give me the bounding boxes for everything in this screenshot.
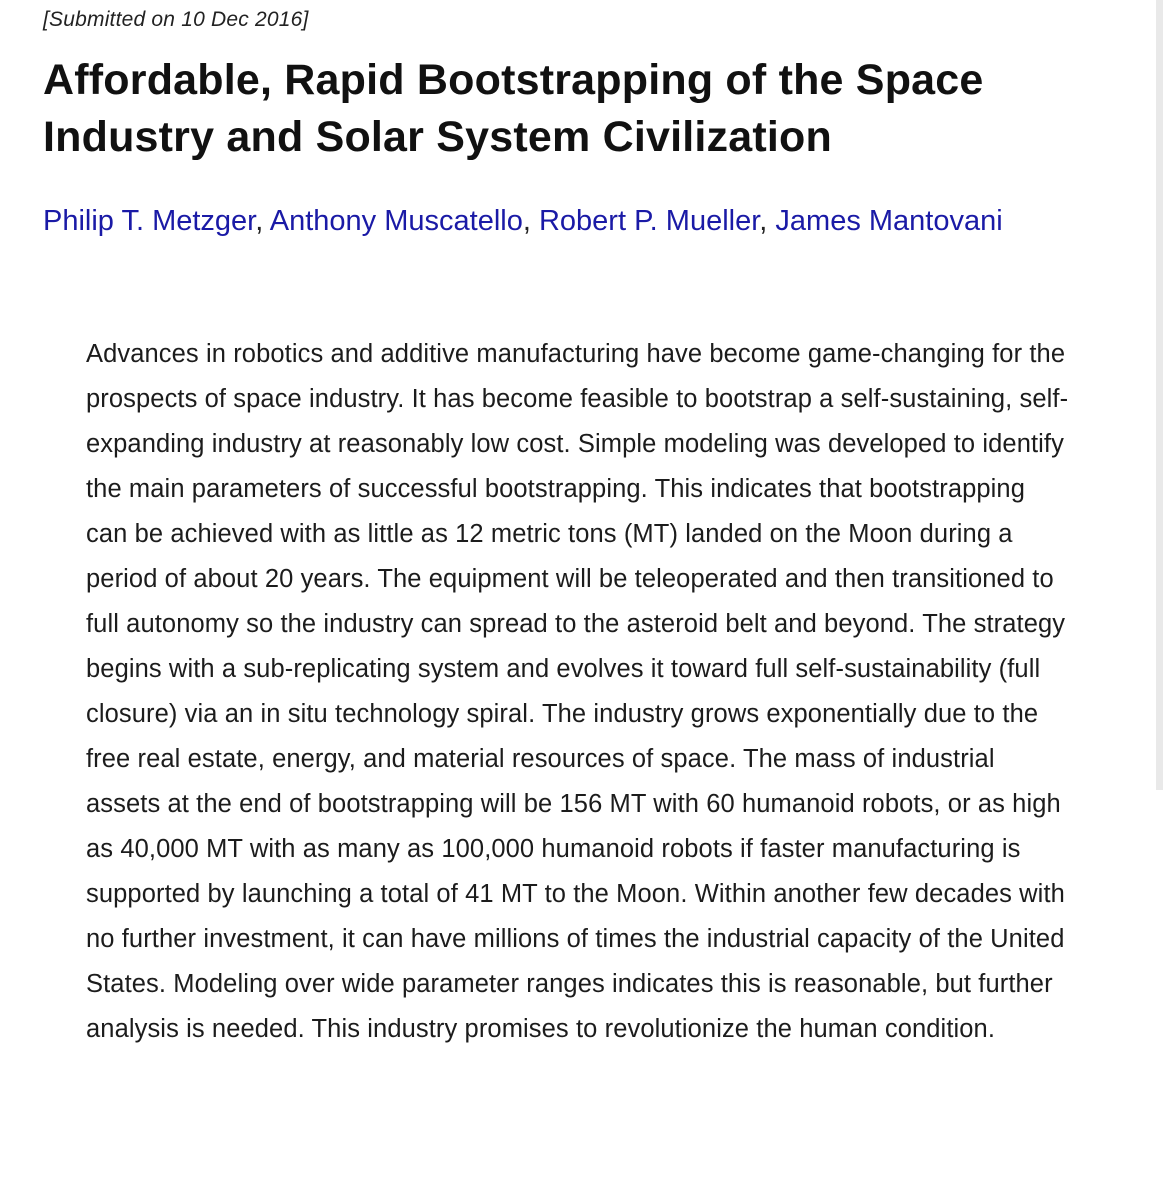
abstract-text: Advances in robotics and additive manufacturing have become game-changing for the prospects of space industry. It has become feasible to bootstrap a self-sustaining, self-expanding industry at reasonably low cost. Simple modeling was developed to identify the main parameters of successful bootstrapping. This indicates that bootstrapping can be achieved with as little as 12 metric tons (MT) landed on the Moon during a period of about 20 years. The equipment will be teleoperated and then transitioned to full autonomy so the industry can spread to the asteroid belt and beyond. The strategy begins with a sub-replicating system and evolves it toward full self-sustainability (full closure) via an in situ technology spiral. The industry grows exponentially due to the free real estate, energy, and material resources of space. The mass of industrial assets at the end of bootstrapping will be 156 MT with 60 humanoid robots, or as high as 40,000 MT with as many as 100,000 humanoid robots if faster manufacturing is supported by launching a total of 41 MT to the Moon. Within another few decades with no further investment, it can have millions of times the industrial capacity of the United States. Modeling over wide parameter ranges indicates this is reasonable, but further analysis is needed. This industry promises to revolutionize the human condition. [86,340,1069,1043]
author-list [43,199,1043,243]
author-link[interactable]: James Mantovani [775,205,1003,237]
author-link[interactable]: Anthony Muscatello [269,205,523,237]
scrollbar[interactable] [1156,0,1163,790]
author-separator: , [255,205,270,237]
author-separator: , [522,205,539,237]
author-link[interactable]: Robert P. Mueller [538,205,760,237]
author-separator: , [759,205,776,237]
author-link[interactable]: Philip T. Metzger [43,205,256,237]
paper-title: Affordable, Rapid Bootstrapping of the Space Industry and Solar System Civilization [43,56,984,161]
submission-date: [Submitted on 10 Dec 2016] [43,8,309,31]
